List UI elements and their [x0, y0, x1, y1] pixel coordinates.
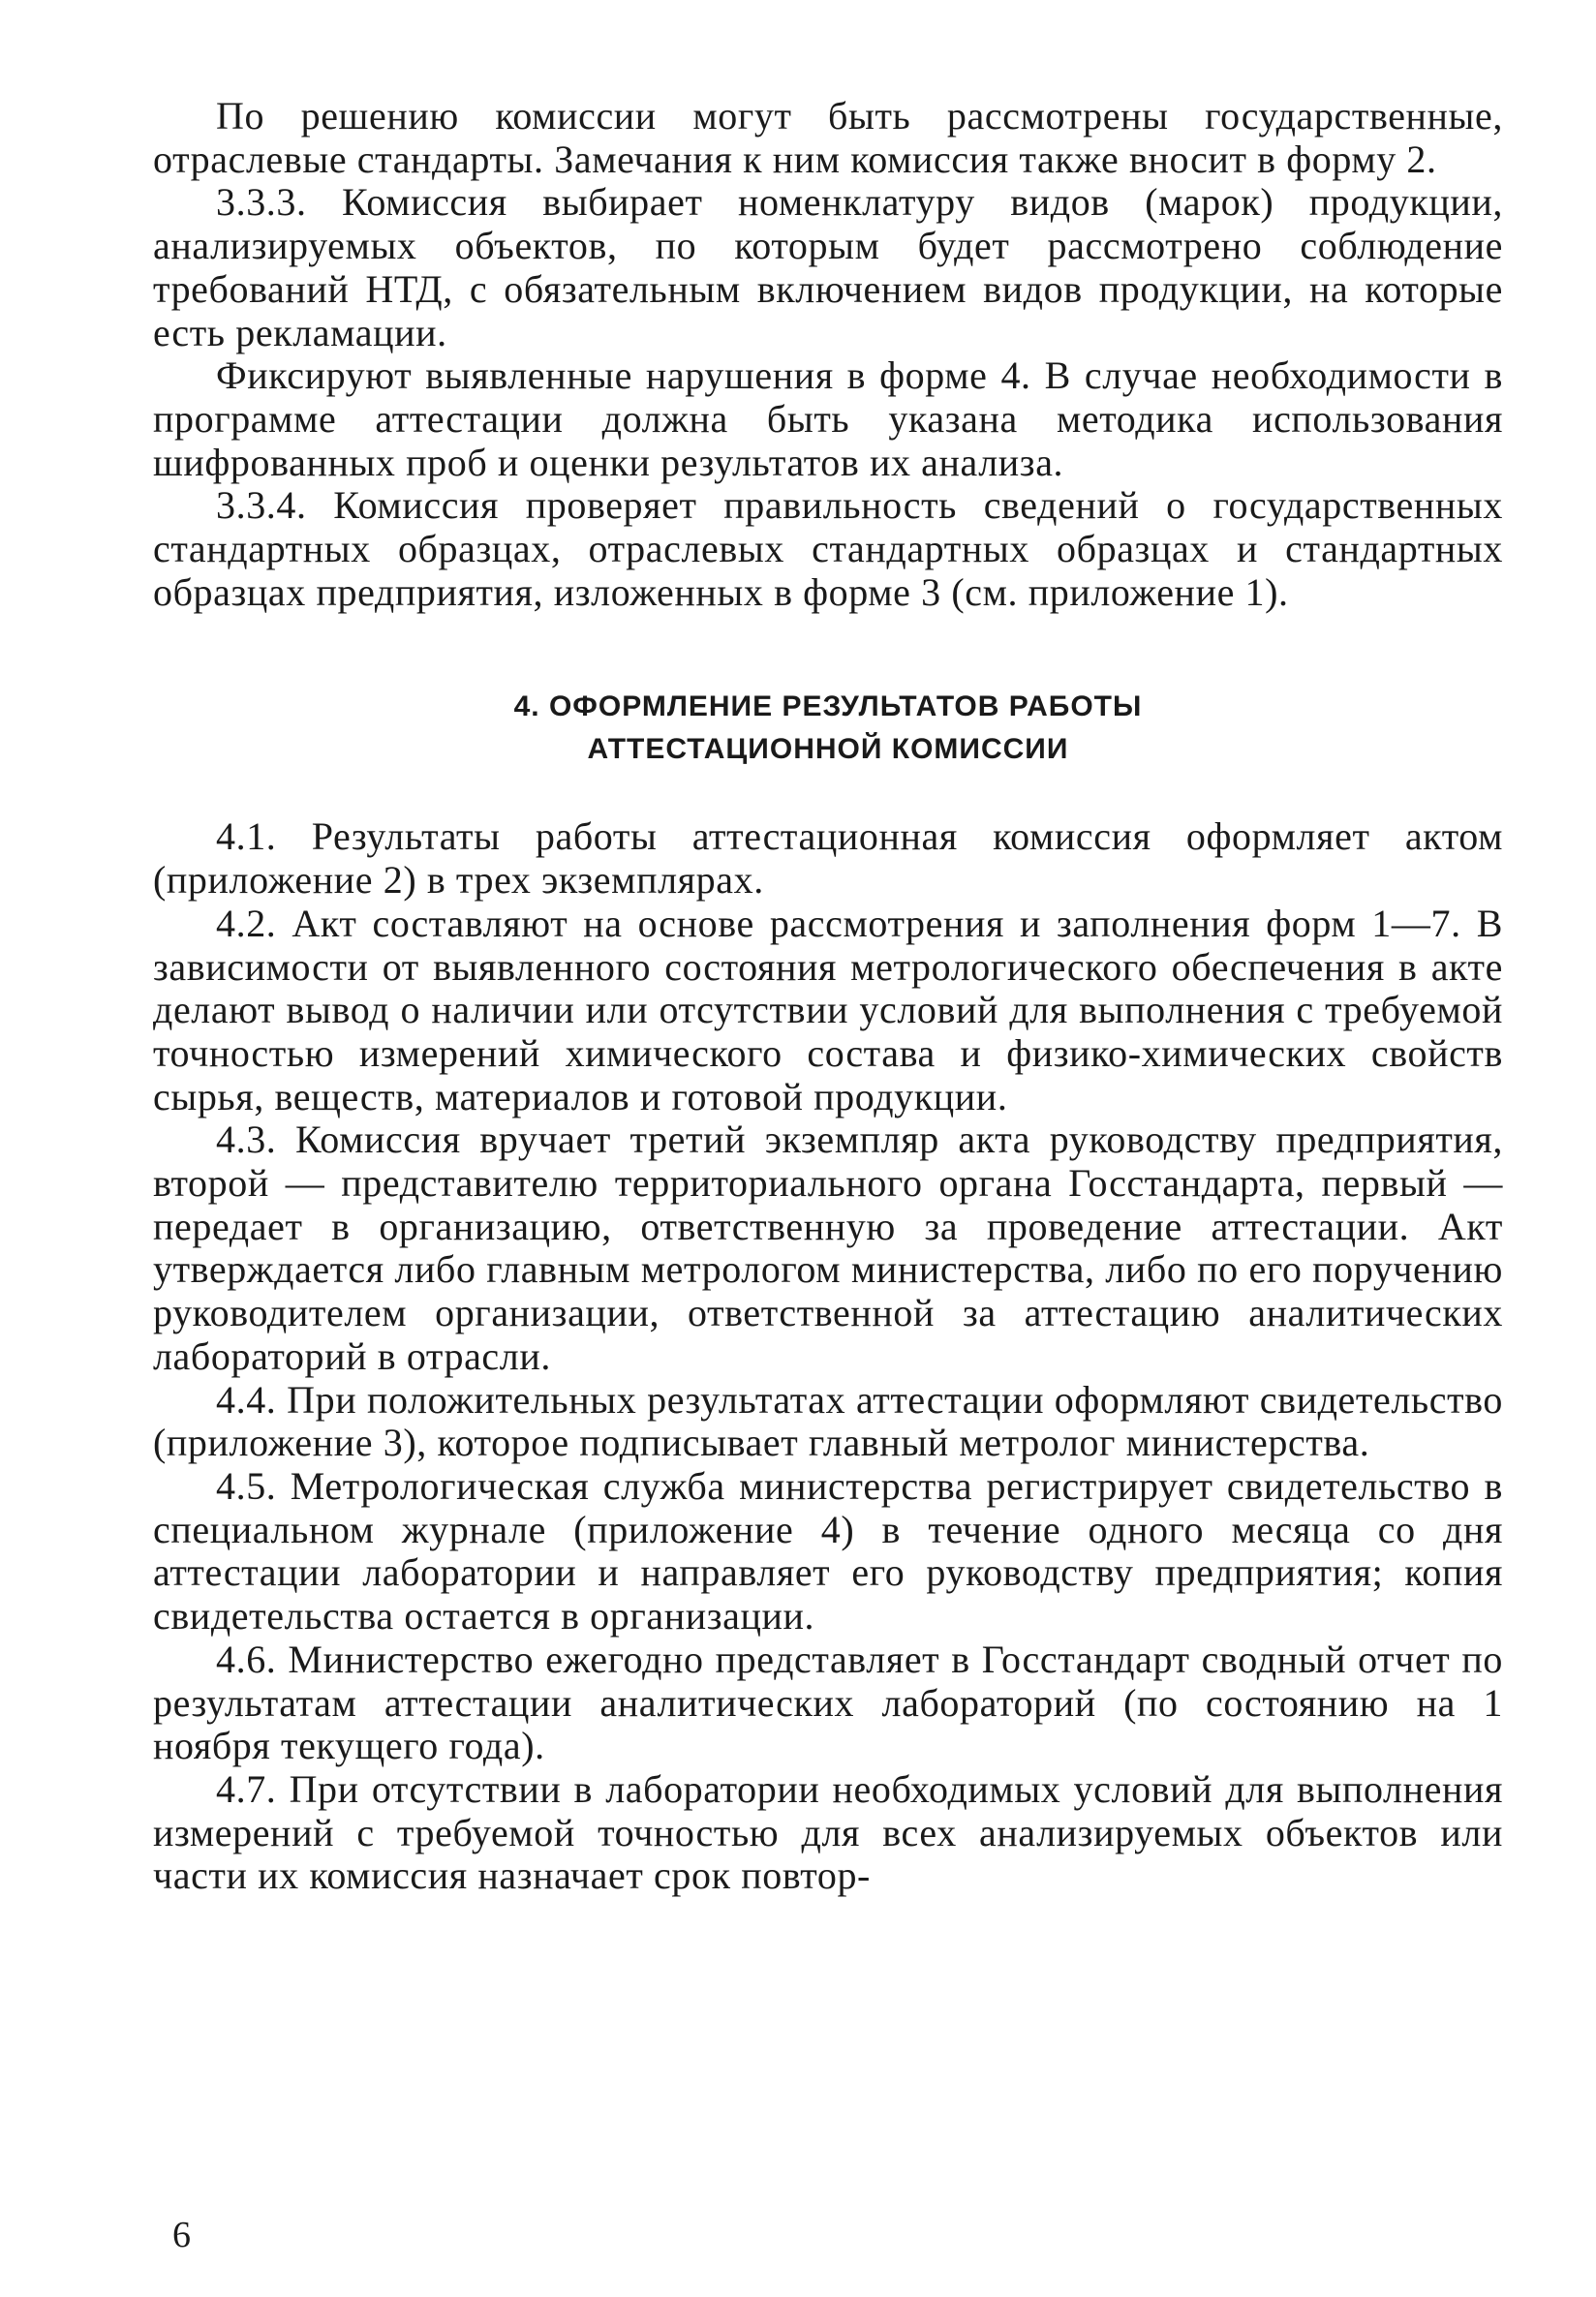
section-heading-line: 4. ОФОРМЛЕНИЕ РЕЗУЛЬТАТОВ РАБОТЫ: [513, 690, 1143, 723]
paragraph: 4.7. При отсутствии в лаборатории необходимых условий для выполнения измерений с требуемой точностью для всех анализируемых объектов или части их комиссия назначает срок повтор-: [153, 1766, 1503, 1898]
text-column: [153, 95, 1503, 1898]
paragraph: 4.5. Метрологическая служба министерства регистрирует свидетельство в специальном журнале (приложение 4) в течение одного месяца со дня аттестации лаборатории и направляет его руководству предприятия; копия свидетельства остается в организации.: [153, 1463, 1503, 1639]
paragraph: 4.1. Результаты работы аттестационная комиссия оформляет актом (приложение 2) в трех экземплярах.: [153, 814, 1503, 903]
paragraph: 4.3. Комиссия вручает третий экземпляр акта руководству предприятия, второй — представителю территориального органа Госстандарта, первый — передает в организацию, ответственную за проведение аттестации. Акт утверждается либо главным метрологом министерства, либо по его поручению руководителем организации, ответственной за аттестацию аналитических лабораторий в отрасли.: [153, 1118, 1503, 1378]
paragraph: 4.2. Акт составляют на основе рассмотрения и заполнения форм 1—7. В зависимости от выявленного состояния метрологического обеспечения в акте делают вывод о наличии или отсутствии условий для выполнения с требуемой точностью измерений химического состава и физико-химических свойств сырья, веществ, материалов и готовой продукции.: [153, 901, 1503, 1118]
paragraph: 3.3.4. Комиссия проверяет правильность сведений о государственных стандартных образцах, отраслевых стандартных образцах и стандартных образцах предприятия, изложенных в форме 3 (см. приложение 1).: [153, 483, 1503, 614]
paragraph: 4.6. Министерство ежегодно представляет в Госстандарт сводный отчет по результатам аттестации аналитических лабораторий (по состоянию на 1 ноября текущего года).: [153, 1637, 1503, 1768]
page-number: 6: [172, 2215, 191, 2255]
paragraph: 4.4. При положительных результатах аттестации оформляют свидетельство (приложение 3), которое подписывает главный метролог министерства.: [153, 1377, 1503, 1465]
paragraph: По решению комиссии могут быть рассмотрены государственные, отраслевые стандарты. Замечания к ним комиссия также вносит в форму 2.: [153, 94, 1503, 181]
section-heading-line: АТТЕСТАЦИОННОЙ КОМИССИИ: [587, 733, 1069, 766]
section-heading: [153, 686, 1503, 771]
paragraph: Фиксируют выявленные нарушения в форме 4. В случае необходимости в программе аттестации должна быть указана методика использования шифрованных проб и оценки результатов их анализа.: [153, 353, 1503, 484]
paragraph: 3.3.3. Комиссия выбирает номенклатуру видов (марок) продукции, анализируемых объектов, по которым будет рассмотрено соблюдение требований НТД, с обязательным включением видов продукции, на которые есть рекламации.: [153, 180, 1503, 354]
